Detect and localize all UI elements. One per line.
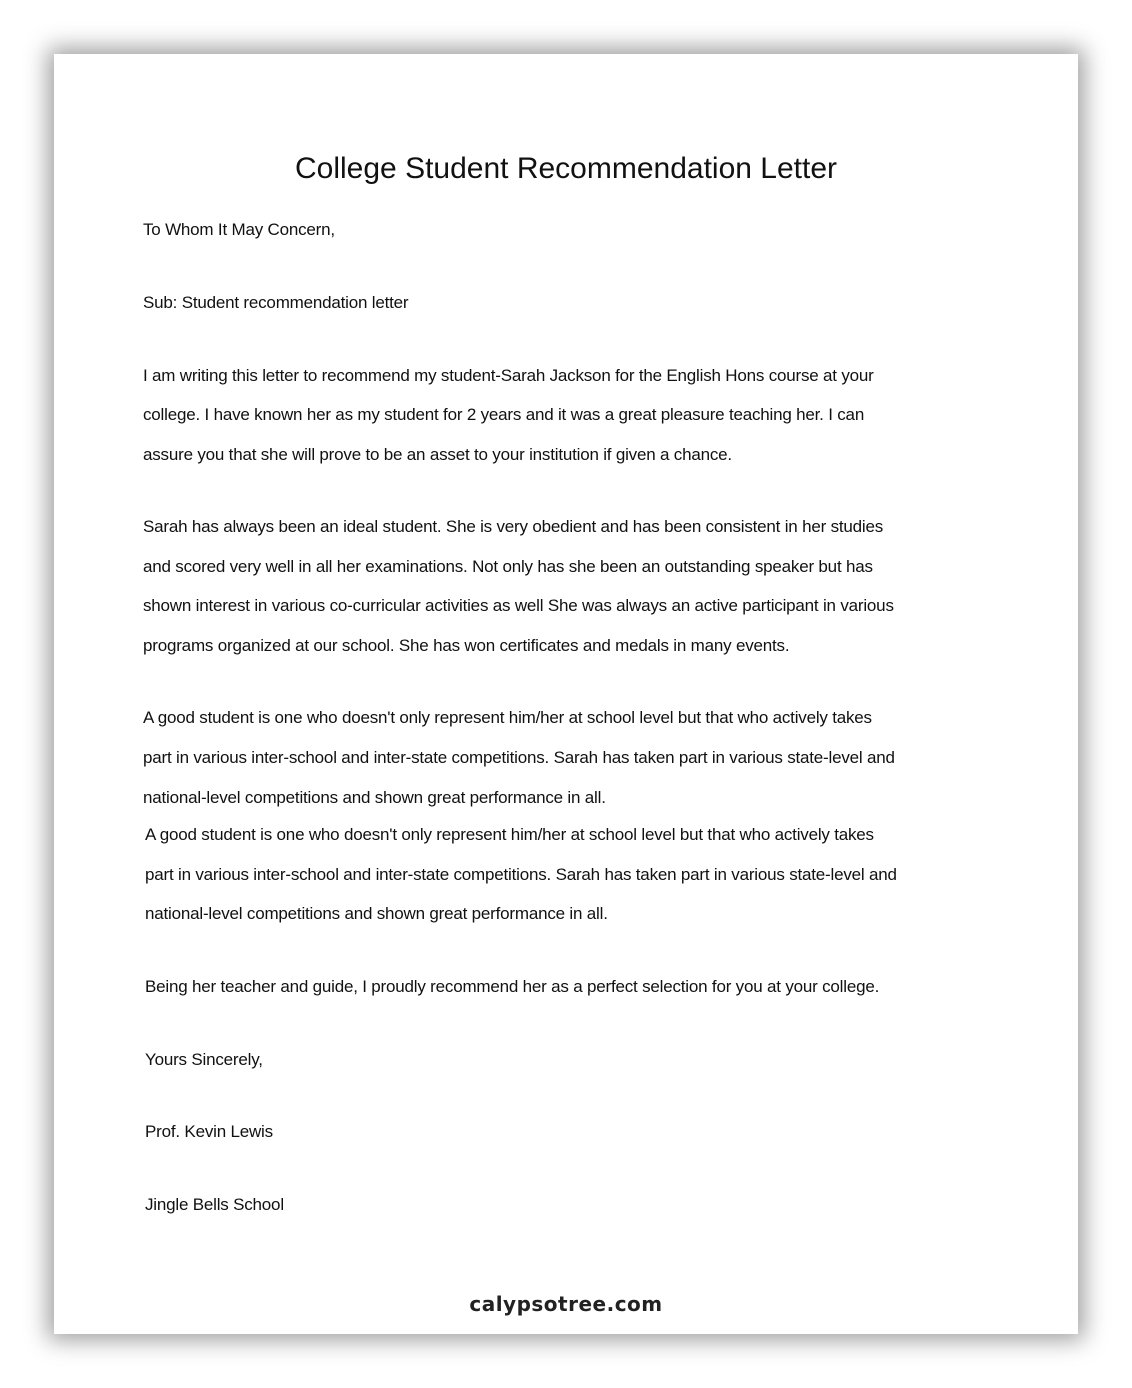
paragraph-3-line: part in various inter-school and inter-state competitions. Sarah has taken part in various state-level and: [143, 748, 895, 767]
signer-name: Prof. Kevin Lewis: [145, 1122, 273, 1141]
letter-page: [54, 54, 1078, 1334]
paragraph-2-line: programs organized at our school. She has won certificates and medals in many events.: [143, 636, 790, 655]
paragraph-3-line: A good student is one who doesn't only represent him/her at school level but that who actively takes: [145, 825, 874, 844]
letter-title: College Student Recommendation Letter: [295, 152, 837, 185]
paragraph-1-line: I am writing this letter to recommend my student-Sarah Jackson for the English Hons course at your: [143, 366, 874, 385]
paragraph-1-line: college. I have known her as my student for 2 years and it was a great pleasure teaching her. I can: [143, 405, 865, 424]
paragraph-2-line: Sarah has always been an ideal student. She is very obedient and has been consistent in her studies: [143, 517, 884, 536]
signer-school: Jingle Bells School: [145, 1195, 284, 1214]
paragraph-3-line: A good student is one who doesn't only represent him/her at school level but that who actively takes: [143, 708, 872, 727]
watermark-text: calypsotree.com: [469, 1292, 663, 1316]
closing-paragraph: Being her teacher and guide, I proudly recommend her as a perfect selection for you at your college.: [145, 977, 880, 996]
paragraph-3-line: part in various inter-school and inter-state competitions. Sarah has taken part in various state-level and: [145, 865, 897, 884]
paragraph-2-line: shown interest in various co-curricular activities as well She was always an active participant in various: [143, 596, 894, 615]
salutation: To Whom It May Concern,: [143, 220, 335, 239]
paragraph-2-line: and scored very well in all her examinations. Not only has she been an outstanding speaker but has: [143, 557, 873, 576]
subject-line: Sub: Student recommendation letter: [143, 293, 409, 312]
paragraph-3-line: national-level competitions and shown great performance in all.: [143, 788, 606, 807]
sign-off: Yours Sincerely,: [145, 1050, 263, 1069]
paragraph-3-line: national-level competitions and shown great performance in all.: [145, 904, 608, 923]
paragraph-1-line: assure you that she will prove to be an asset to your institution if given a chance.: [143, 445, 732, 464]
